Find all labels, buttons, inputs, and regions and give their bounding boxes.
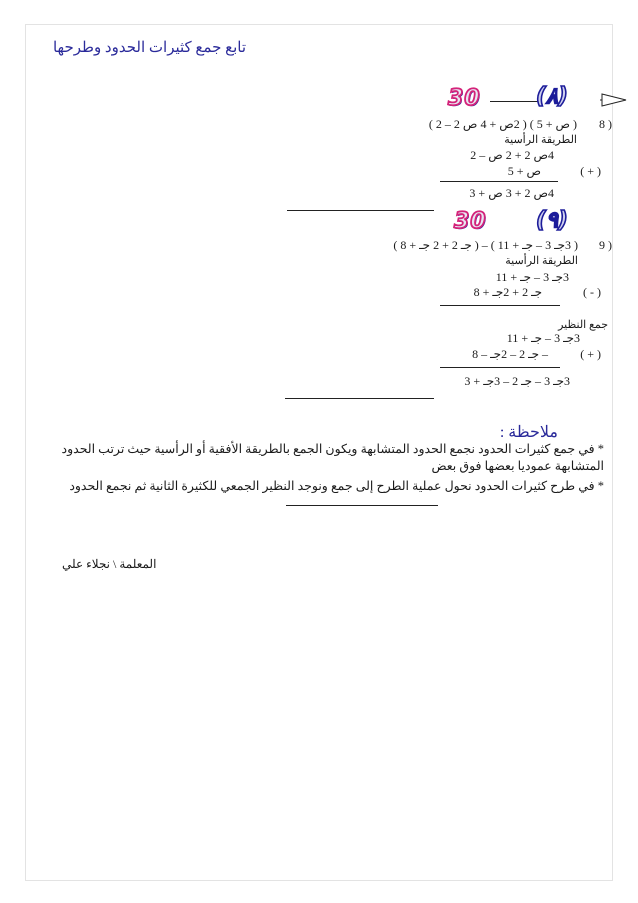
problem-expression: ( ص + 5 ) ( 2ص + 4 ص 2 – 2 ) — [428, 117, 577, 131]
method-label: الطريقة الرأسية — [504, 134, 577, 146]
arrow-line — [490, 101, 538, 102]
row-1: 4ص 2 + 2 ص – 2 — [470, 148, 554, 162]
arrow-icon — [600, 90, 630, 110]
note-point-1: * في جمع كثيرات الحدود نجمع الحدود المتشابهة ويكون الجمع بالطريقة الأفقية أو الرأسية حيث ترتب الحدود — [61, 442, 604, 456]
note-point-2: * في طرح كثيرات الحدود نحول عملية الطرح إلى جمع ونوجد النظير الجمعي للكثيرة الثانية ثم نجمع الحدود — [69, 479, 604, 493]
result-row: 4ص 2 + 3 ص + 3 — [469, 186, 554, 200]
problem-number-badge: (٩) — [536, 208, 568, 233]
note-point-1-continued: المتشابهة عموديا بعضها فوق بعض — [431, 459, 604, 473]
row-4: – جـ 2 – 2جـ – 8 — [472, 347, 548, 361]
problem-expression: ( 3جـ 3 – جـ + 11 ) – ( جـ 2 + 2 جـ + 8 ) — [393, 238, 578, 252]
teacher-signature: المعلمة \ نجلاء علي — [62, 557, 157, 571]
sum-line — [440, 367, 560, 368]
operation-sign: ( + ) — [580, 164, 601, 178]
problem-number: 9 ) — [599, 238, 612, 252]
sum-line — [440, 181, 558, 182]
row-2: ص + 5 — [507, 164, 541, 178]
separator-line — [286, 505, 438, 506]
page-title: تابع جمع كثيرات الحدود وطرحها — [52, 40, 246, 56]
problem-number: 8 ) — [599, 117, 612, 131]
operation-sign: ( + ) — [580, 347, 601, 361]
method-label: الطريقة الرأسية — [505, 255, 578, 267]
method-label-2: جمع النظير — [558, 319, 608, 331]
score-badge: 30 — [448, 86, 481, 111]
row-3: 3جـ 3 – جـ + 11 — [506, 331, 580, 345]
operation-sign: ( - ) — [583, 285, 601, 299]
result-row: 3جـ 3 – جـ 2 – 3جـ + 3 — [464, 374, 570, 388]
problem-number-badge: (٨) — [536, 84, 568, 109]
score-badge: 30 — [454, 209, 487, 234]
separator-line — [287, 210, 434, 211]
row-1: 3جـ 3 – جـ + 11 — [495, 270, 569, 284]
row-2: جـ 2 + 2جـ + 8 — [473, 285, 542, 299]
sum-line — [440, 305, 560, 306]
separator-line — [285, 398, 434, 399]
note-heading: ملاحظة : — [499, 424, 558, 441]
